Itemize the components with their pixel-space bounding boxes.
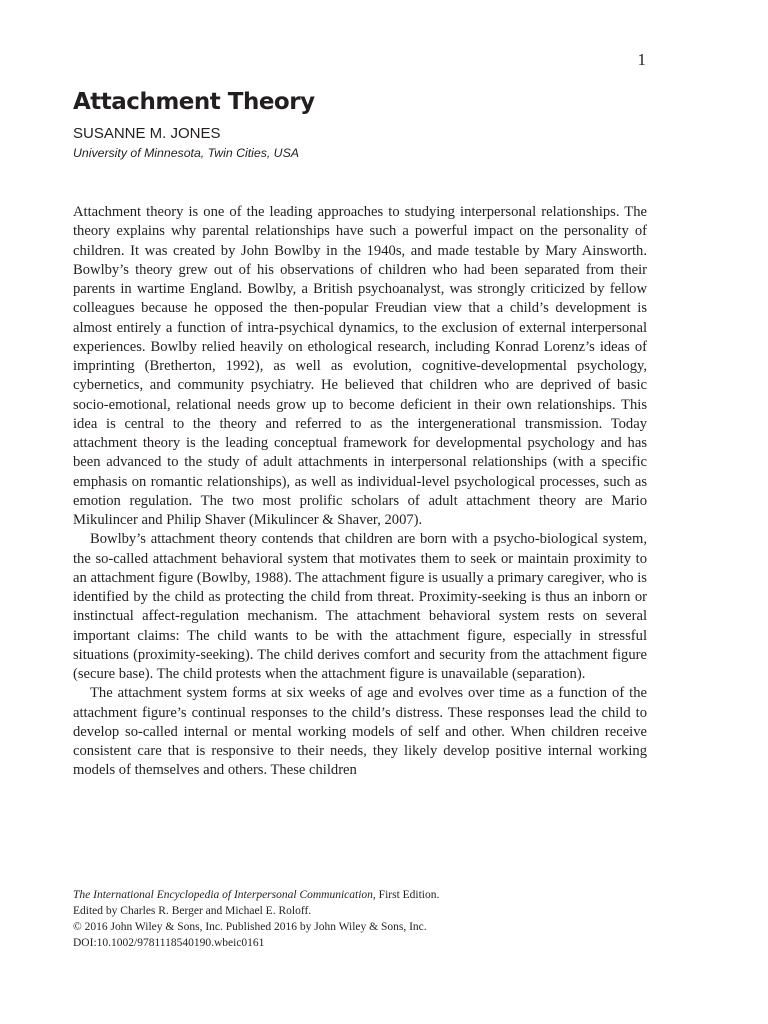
footer-publication-line bbox=[73, 887, 653, 903]
article-header bbox=[73, 86, 653, 162]
page-number: 1 bbox=[637, 50, 646, 69]
body-paragraph: The attachment system forms at six weeks of age and evolves over time as a function of the attachment figure’s continual responses to the child’s distress. These responses lead the child to develop so-called internal or mental working models of self and other. When children receive consistent care that is responsive to their needs, they likely develop positive internal working models of themselves and others. These children bbox=[73, 685, 647, 779]
citation-footer bbox=[73, 887, 653, 951]
footer-doi: DOI:10.1002/9781118540190.wbeic0161 bbox=[73, 937, 265, 949]
publication-edition: , First Edition. bbox=[372, 889, 440, 901]
author-name: SUSANNE M. JONES bbox=[73, 125, 221, 142]
author-affiliation: University of Minnesota, Twin Cities, USA bbox=[73, 146, 299, 160]
body-paragraph: Attachment theory is one of the leading approaches to studying interpersonal relationships. The theory explains why parental relationships have such a powerful impact on the personality of children. It was created by John Bowlby in the 1940s, and made testable by Mary Ainsworth. Bowlby’s theory grew out of his observations of children who had been separated from their parents in wartime England. Bowlby, a British psychoanalyst, was strongly criticized by fellow colleagues because he opposed the then-popular Freudian view that a child’s development is almost entirely a function of intra-psychical dynamics, to the exclusion of external interpersonal experiences. Bowlby relied heavily on ethological research, including Konrad Lorenz’s ideas of imprinting (Bretherton, 1992), as well as evolution, cognitive-developmental psychology, cybernetics, and community psychiatry. He believed that children who are deprived of basic socio-emotional, relational needs grow up to become deficient in their own relationships. This idea is central to the theory and referred to as the intergenerational transmission. Today attachment theory is the leading conceptual framework for developmental psychology and has been advanced to the study of adult attachments in interpersonal relationships (with a specific emphasis on romantic relationships), as well as individual-level psychological processes, such as emotion regulation. The two most prolific scholars of adult attachment theory are Mario Mikulincer and Philip Shaver (Mikulincer & Shaver, 2007). bbox=[73, 204, 647, 528]
publication-title: The International Encyclopedia of Interpersonal Communication bbox=[73, 889, 373, 901]
article-body bbox=[73, 203, 647, 781]
body-paragraph: Bowlby’s attachment theory contends that children are born with a psycho-biological system, the so-called attachment behavioral system that motivates them to seek or maintain proximity to an attachment figure (Bowlby, 1988). The attachment figure is usually a primary caregiver, who is identified by the child as protecting the child from threat. Proximity-seeking is thus an inborn or instinctual affect-regulation mechanism. The attachment behavioral system rests on several important claims: The child wants to be with the attachment figure, especially in stressful situations (proximity-seeking). The child derives comfort and security from the attachment figure (secure base). The child protests when the attachment figure is unavailable (separation). bbox=[73, 531, 647, 682]
footer-editors: Edited by Charles R. Berger and Michael E. Roloff. bbox=[73, 905, 312, 917]
footer-copyright: © 2016 John Wiley & Sons, Inc. Published 2016 by John Wiley & Sons, Inc. bbox=[73, 921, 427, 933]
article-title: Attachment Theory bbox=[73, 89, 315, 115]
